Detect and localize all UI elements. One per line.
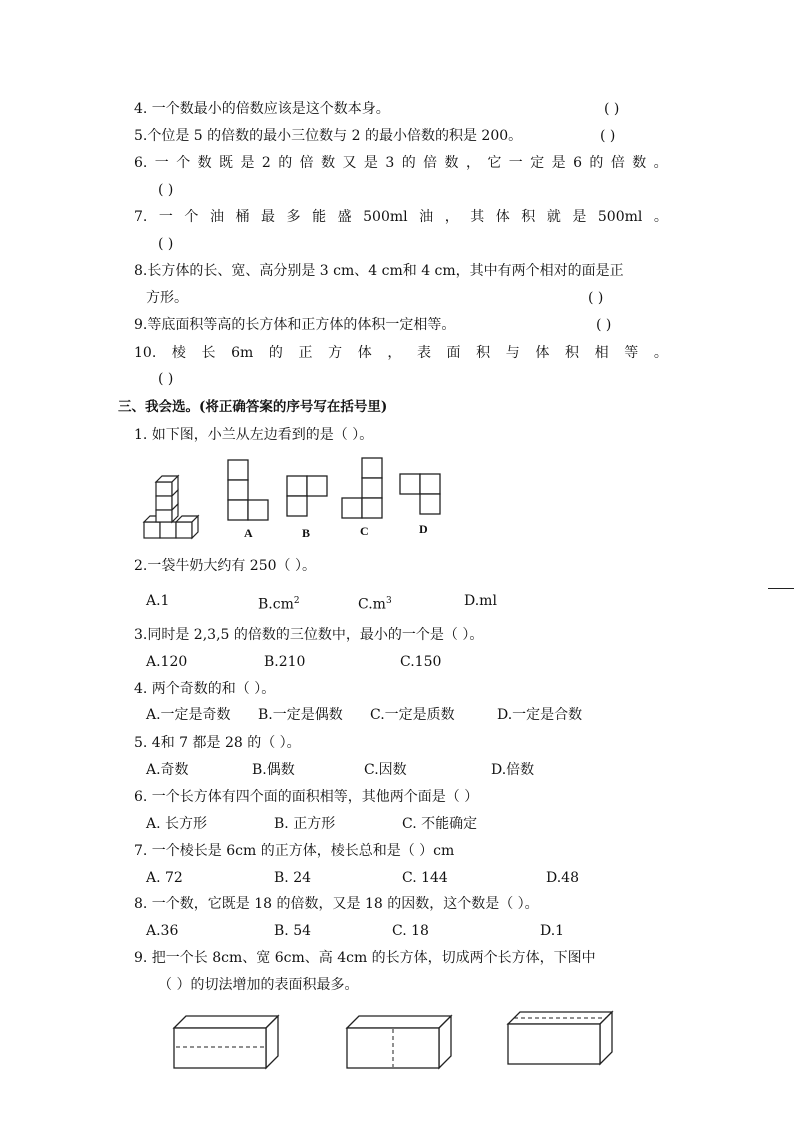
choice-q8-option-c[interactable]: C. 18 [392, 923, 429, 939]
choice-q3-option-a[interactable]: A.120 [146, 654, 188, 670]
judge-q9-text: 9.等底面积等高的长方体和正方体的体积一定相等。 [134, 317, 456, 333]
choice-q9-text: 9. 把一个长 8cm、宽 6cm、高 4cm 的长方体，切成两个长方体，下图中 [134, 950, 596, 966]
judge-q5-answer-paren[interactable]: ( ) [600, 128, 616, 144]
choice-q2-text: 2.一袋牛奶大约有 250（ ）。 [134, 558, 316, 574]
cut-figure-horizontal [172, 1014, 282, 1074]
choice-q7-option-c[interactable]: C. 144 [402, 870, 448, 886]
choice-q7-option-b[interactable]: B. 24 [274, 870, 312, 886]
choice-q6-option-b[interactable]: B. 正方形 [274, 816, 336, 832]
choice-q2-option-c[interactable]: $C.m^3$ [358, 596, 392, 613]
choice-q8-option-b[interactable]: B. 54 [274, 923, 312, 939]
cut-figure-vertical [345, 1014, 455, 1074]
judge-q10-text: 10. 棱 长 6m 的 正 方 体 ， 表 面 积 与 体 积 相 等 。 [134, 345, 668, 361]
option-b-view [283, 474, 333, 524]
choice-q9-text-cont: （ ）的切法增加的表面积最多。 [158, 977, 359, 993]
judge-q7-answer-paren[interactable]: ( ) [158, 236, 174, 252]
judge-q6-text: 6. 一 个 数 既 是 2 的 倍 数 又 是 3 的 倍 数 ， 它 一 定 是 6 的 倍 数 。 [134, 155, 668, 171]
judge-q4-text: 4. 一个数最小的倍数应该是这个数本身。 [134, 101, 390, 117]
judge-q7-text: 7. 一 个 油 桶 最 多 能 盛 500ml 油 ， 其 体 积 就 是 500ml 。 [134, 209, 668, 225]
choice-q8-option-d[interactable]: D.1 [540, 923, 565, 939]
option-d-label: D [419, 522, 428, 536]
choice-q4-text: 4. 两个奇数的和（ ）。 [134, 681, 276, 697]
choice-q3-option-c[interactable]: C.150 [400, 654, 442, 670]
choice-q4-option-a[interactable]: A.一定是奇数 [146, 707, 231, 723]
choice-q5-option-d[interactable]: D.倍数 [491, 762, 535, 778]
choice-q5-option-c[interactable]: C.因数 [364, 762, 407, 778]
judge-q9-answer-paren[interactable]: ( ) [596, 317, 612, 333]
choice-q7-option-a[interactable]: A. 72 [146, 870, 183, 886]
judge-q10-answer-paren[interactable]: ( ) [158, 371, 174, 387]
option-c-label: C [360, 524, 369, 538]
cube-stack-figure [140, 470, 200, 560]
choice-q2-option-d[interactable]: D.ml [464, 593, 497, 609]
choice-q8-option-a[interactable]: A.36 [146, 923, 179, 939]
margin-rule [768, 588, 794, 589]
choice-q8-text: 8. 一个数，它既是 18 的倍数，又是 18 的因数，这个数是（ ）。 [134, 896, 539, 912]
choice-q4-option-c[interactable]: C.一定是质数 [370, 707, 455, 723]
judge-q5-text: 5.个位是 5 的倍数的最小三位数与 2 的最小倍数的积是 200。 [134, 128, 523, 144]
choice-q6-option-c[interactable]: C. 不能确定 [402, 816, 478, 832]
judge-q8-text-cont: 方形。 [146, 290, 188, 306]
judge-q6-answer-paren[interactable]: ( ) [158, 182, 174, 198]
choice-q4-option-b[interactable]: B.一定是偶数 [258, 707, 343, 723]
option-b-label: B [302, 526, 311, 540]
judge-q8-answer-paren[interactable]: ( ) [588, 290, 604, 306]
choice-q7-text: 7. 一个棱长是 6cm 的正方体，棱长总和是（ ）cm [134, 843, 455, 859]
choice-q5-text: 5. 4和 7 都是 28 的（ ）。 [134, 735, 301, 751]
choice-q3-option-b[interactable]: B.210 [264, 654, 306, 670]
superscript-3: 3 [385, 596, 392, 606]
section-3-heading: 三、我会选。(将正确答案的序号写在括号里) [118, 399, 388, 415]
option-c-view [340, 456, 390, 526]
superscript-2: 2 [293, 596, 300, 606]
choice-q6-option-a[interactable]: A. 长方形 [146, 816, 208, 832]
option-a-label: A [244, 526, 253, 540]
choice-q5-option-b[interactable]: B.偶数 [252, 762, 295, 778]
choice-q5-option-a[interactable]: A.奇数 [146, 762, 189, 778]
choice-q1-text: 1. 如下图，小兰从左边看到的是（ ）。 [134, 427, 374, 443]
choice-q2-option-a[interactable]: A.1 [146, 593, 170, 609]
judge-q8-text: 8.长方体的长、宽、高分别是 3 cm、4 cm和 4 cm，其中有两个相对的面是正 [134, 263, 624, 279]
judge-q4-answer-paren[interactable]: ( ) [604, 101, 620, 117]
choice-q4-option-d[interactable]: D.一定是合数 [497, 707, 583, 723]
choice-q6-text: 6. 一个长方体有四个面的面积相等，其他两个面是（ ） [134, 789, 479, 805]
cut-figure-top [506, 1010, 616, 1070]
choice-q2-option-b[interactable]: $B.cm^2$ [258, 596, 300, 613]
choice-q7-option-d[interactable]: D.48 [546, 870, 579, 886]
option-d-view [398, 472, 448, 522]
choice-q3-text: 3.同时是 2,3,5 的倍数的三位数中，最小的一个是（ ）。 [134, 627, 484, 643]
